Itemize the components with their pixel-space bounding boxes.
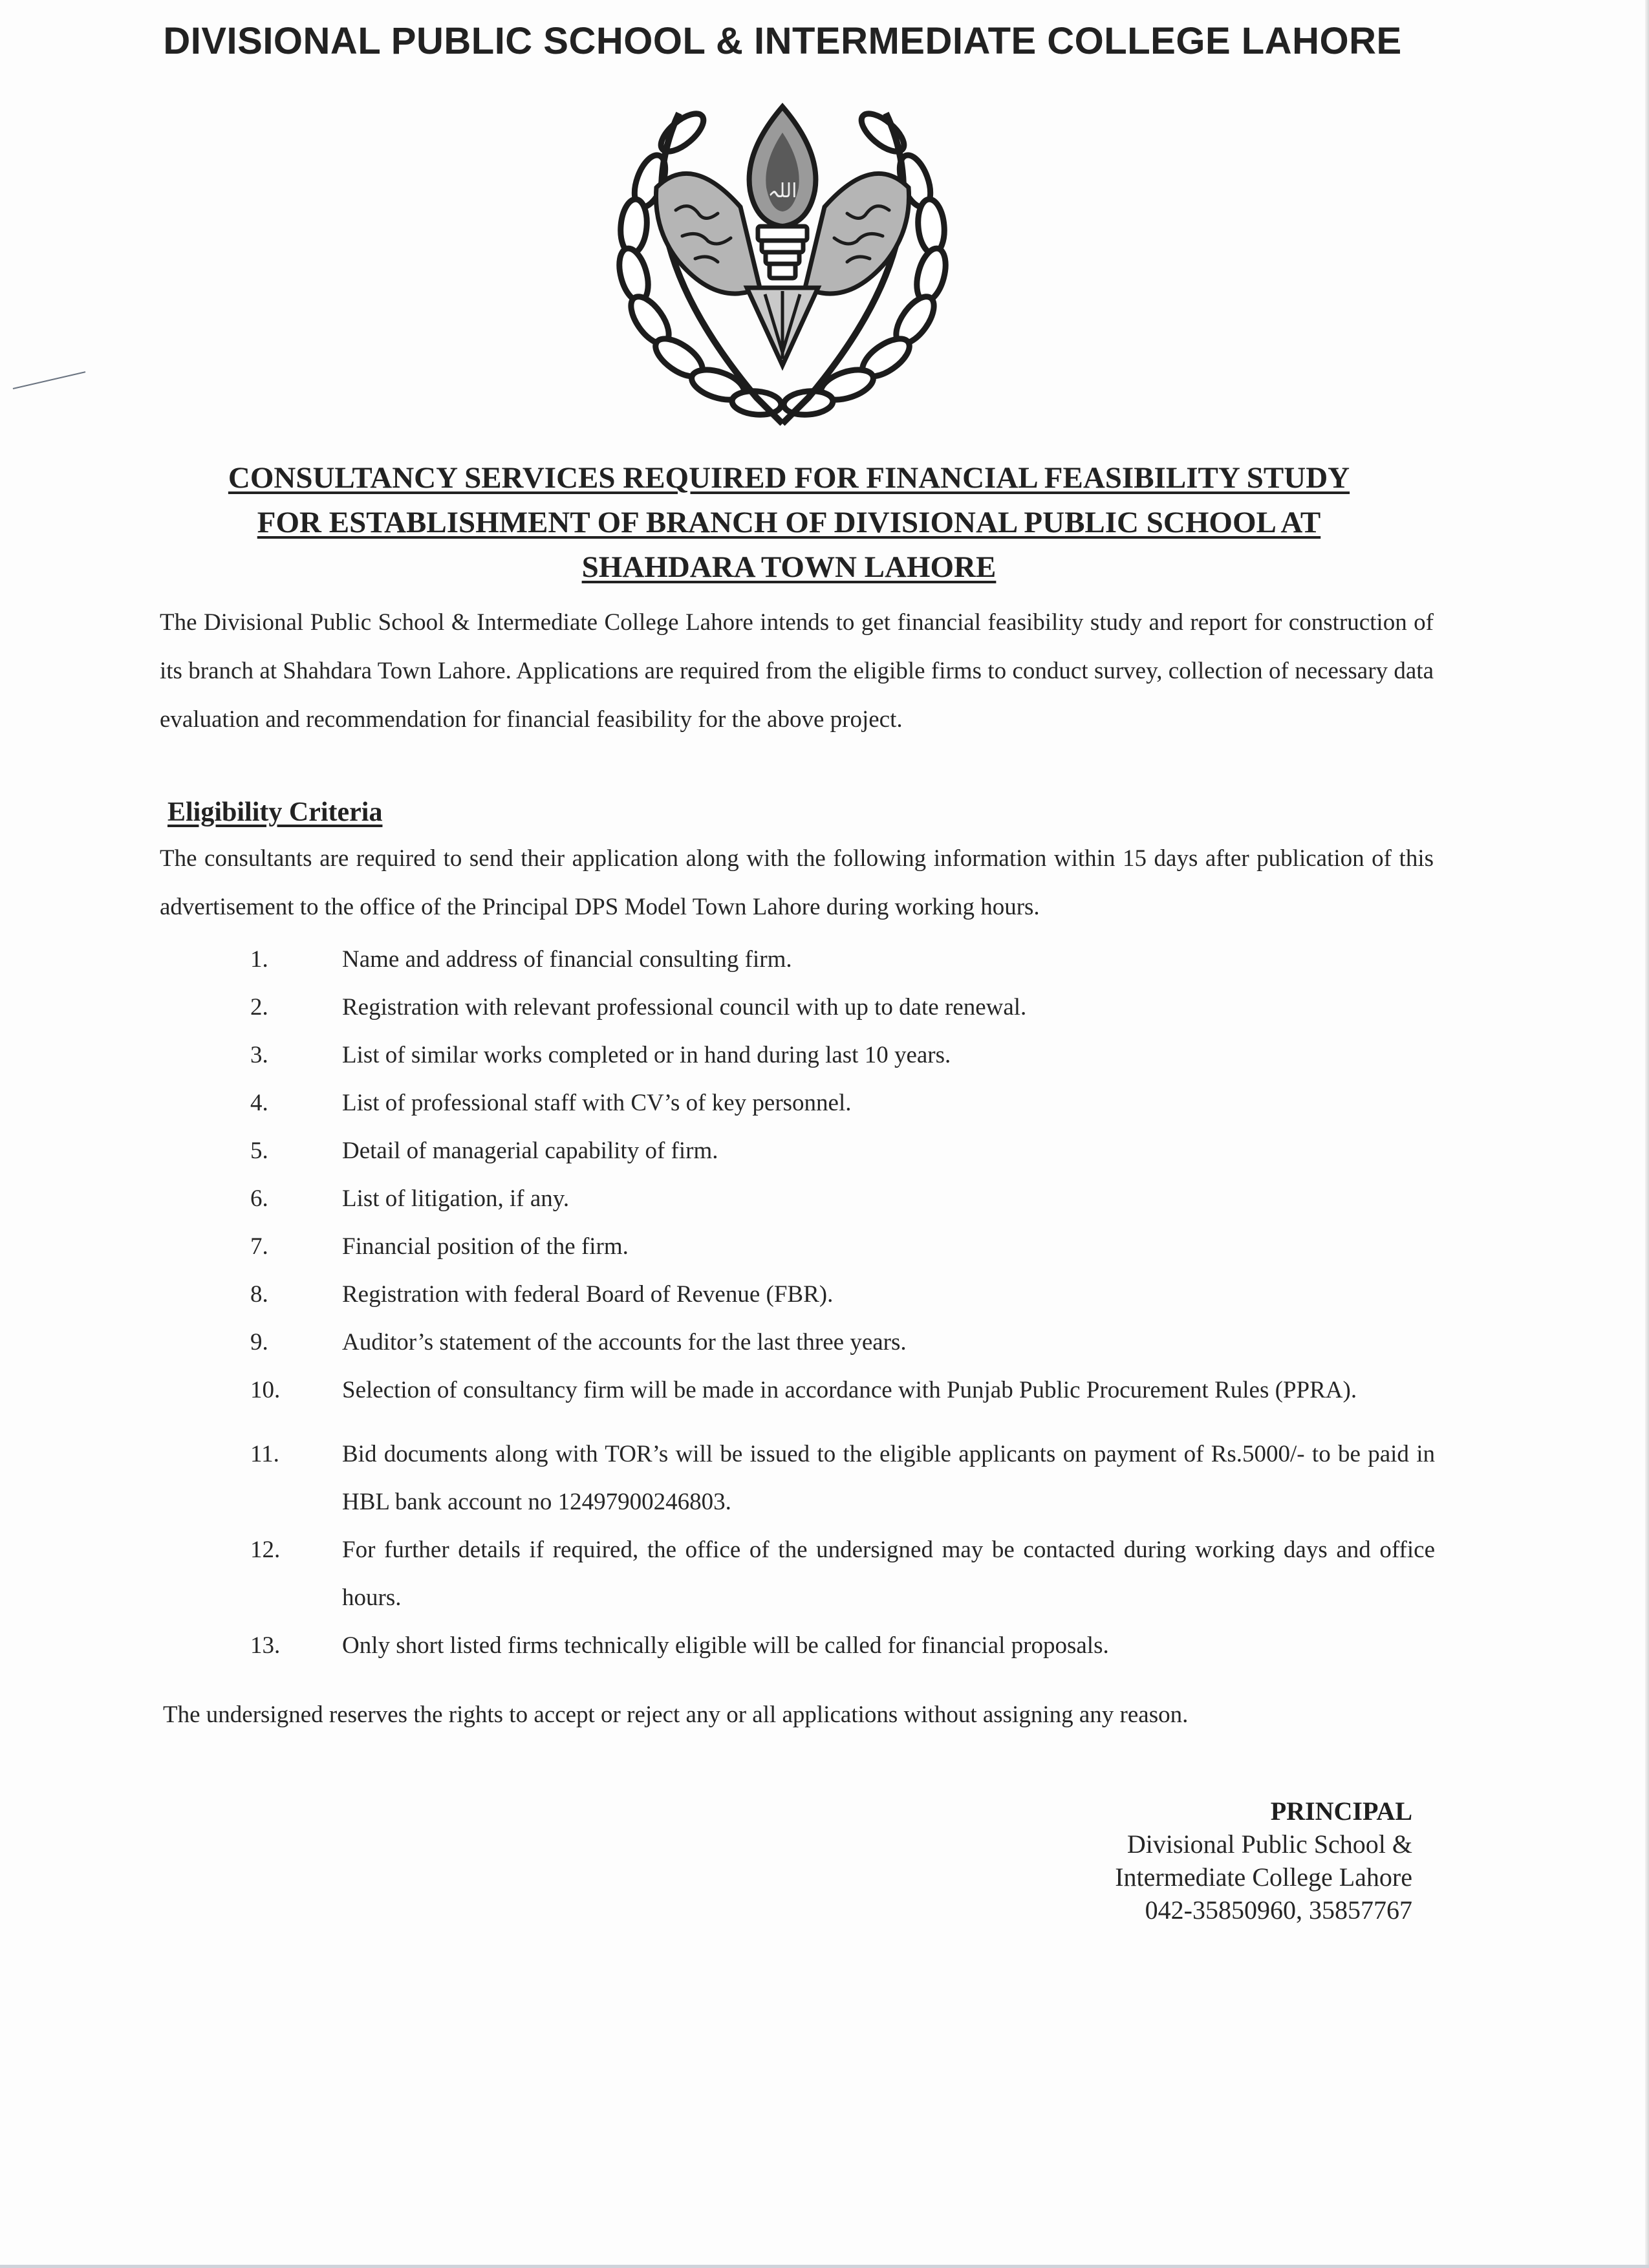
item-text: List of similar works completed or in hand during last 10 years. xyxy=(342,1042,951,1068)
item-number: 7. xyxy=(250,1233,268,1260)
scan-mark xyxy=(13,371,86,389)
item-number: 1. xyxy=(250,946,268,973)
eligibility-paragraph: The consultants are required to send their application along with the following information within 15 days after publication of this advertisement to the office of the Principal DPS Model Town Lahore during working hours. xyxy=(160,845,1434,920)
item-text: List of litigation, if any. xyxy=(342,1185,570,1212)
signatory-org-line: Divisional Public School & xyxy=(1126,1830,1412,1859)
school-crest-icon xyxy=(608,94,957,430)
item-text: Registration with federal Board of Revenue (FBR). xyxy=(342,1281,834,1308)
item-number: 13. xyxy=(250,1632,281,1659)
notice-title xyxy=(129,456,1449,590)
notice-title-line: SHAHDARA TOWN LAHORE xyxy=(581,550,997,584)
scan-edge xyxy=(1645,0,1649,2268)
notice-title-line: CONSULTANCY SERVICES REQUIRED FOR FINANCIAL FEASIBILITY STUDY xyxy=(228,461,1350,495)
closing-statement: The undersigned reserves the rights to accept or reject any or all applications without assigning any reason. xyxy=(163,1701,1189,1728)
item-text: Only short listed firms technically eligible will be called for financial proposals. xyxy=(342,1632,1109,1659)
item-text: For further details if required, the office of the undersigned may be contacted during working days and office hours. xyxy=(342,1537,1435,1611)
eligibility-heading: Eligibility Criteria xyxy=(167,797,383,827)
signature-block xyxy=(1115,1795,1412,1927)
signatory-org-line: Intermediate College Lahore xyxy=(1115,1863,1412,1892)
item-number: 6. xyxy=(250,1185,268,1212)
item-text: Name and address of financial consulting firm. xyxy=(342,946,792,973)
item-text: Auditor’s statement of the accounts for the last three years. xyxy=(342,1329,907,1355)
item-text: Registration with relevant professional council with up to date renewal. xyxy=(342,994,1027,1021)
item-number: 2. xyxy=(250,994,268,1021)
item-number: 3. xyxy=(250,1042,268,1068)
item-number: 8. xyxy=(250,1281,268,1308)
item-number: 10. xyxy=(250,1377,281,1403)
item-text: Bid documents along with TOR’s will be issued to the eligible applicants on payment of Rs.5000/- to be paid in HBL bank account no 12497900246803. xyxy=(342,1441,1435,1515)
item-number: 11. xyxy=(250,1441,279,1467)
item-number: 9. xyxy=(250,1329,268,1355)
item-text: Financial position of the firm. xyxy=(342,1233,629,1260)
signatory-role: PRINCIPAL xyxy=(1270,1797,1412,1826)
signatory-phone: 042-35850960, 35857767 xyxy=(1145,1895,1412,1925)
notice-title-line: FOR ESTABLISHMENT OF BRANCH OF DIVISIONAL PUBLIC SCHOOL AT xyxy=(257,506,1321,539)
item-number: 12. xyxy=(250,1537,281,1563)
scan-bottom-edge xyxy=(0,2265,1649,2268)
item-number: 4. xyxy=(250,1090,268,1116)
school-name-header: DIVISIONAL PUBLIC SCHOOL & INTERMEDIATE COLLEGE LAHORE xyxy=(163,20,1402,62)
item-text: Selection of consultancy firm will be made in accordance with Punjab Public Procurement Rules (PPRA). xyxy=(342,1377,1357,1403)
item-text: Detail of managerial capability of firm. xyxy=(342,1138,718,1164)
item-number: 5. xyxy=(250,1138,268,1164)
item-text: List of professional staff with CV’s of key personnel. xyxy=(342,1090,852,1116)
crest-inscription: اللہ xyxy=(768,180,797,202)
intro-paragraph: The Divisional Public School & Intermediate College Lahore intends to get financial feasibility study and report for construction of its branch at Shahdara Town Lahore. Applications are required from the eligible firms to conduct survey, collection of necessary data evaluation and recommendation for financial feasibility for the above project. xyxy=(160,609,1434,733)
